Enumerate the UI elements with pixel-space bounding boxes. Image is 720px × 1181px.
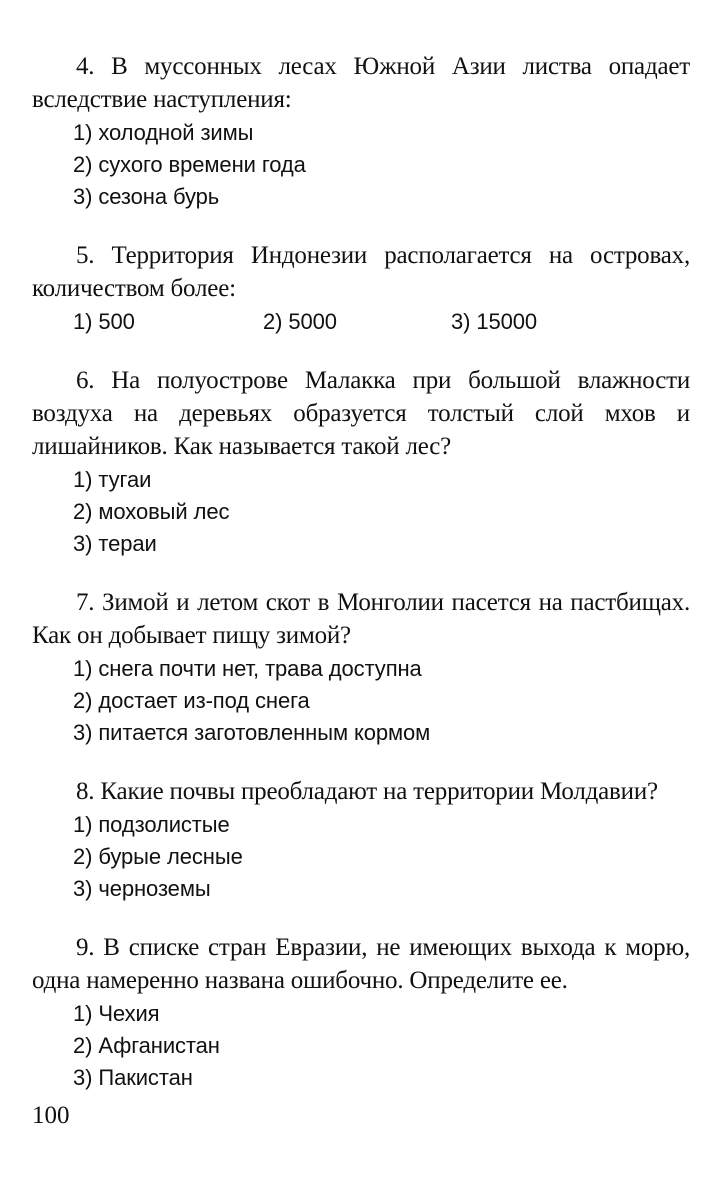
question-text: 4. В муссонных лесах Южной Азии листва опадает вследствие наступления:	[32, 53, 690, 113]
answer-option: 2) моховый лес	[73, 499, 230, 524]
answer-option: 2) сухого времени года	[73, 152, 306, 177]
question-8	[32, 775, 690, 905]
question-7	[32, 586, 690, 749]
answer-option: 1) снега почти нет, трава доступна	[73, 656, 422, 681]
question-text: 7. Зимой и летом скот в Монголии пасется на пастбищах. Как он добывает пищу зимой?	[32, 589, 690, 649]
answer-list	[32, 464, 690, 560]
answer-option: 1) тугаи	[73, 467, 152, 492]
answer-option: 3) тераи	[73, 531, 157, 556]
spacer	[32, 213, 690, 239]
answer-list	[32, 809, 690, 905]
answer-option: 3) сезона бурь	[73, 184, 220, 209]
answer-option: 2) достает из-под снега	[73, 688, 310, 713]
answer-option: 1) холодной зимы	[73, 120, 254, 145]
answer-option: 1) 500	[73, 309, 135, 334]
spacer	[32, 905, 690, 931]
answer-list	[32, 998, 690, 1094]
question-9	[32, 931, 690, 1094]
answer-option: 3) питается заготовленным кормом	[73, 720, 431, 745]
answer-option: 1) подзолистые	[73, 812, 230, 837]
question-text: 8. Какие почвы преобладают на территории Молдавии?	[76, 778, 658, 805]
question-4	[32, 50, 690, 213]
spacer	[32, 338, 690, 364]
answer-option: 3) черноземы	[73, 876, 211, 901]
page-number: 100	[32, 1102, 70, 1129]
answer-list	[32, 306, 690, 338]
page-content	[32, 50, 690, 1094]
answer-option: 2) Афганистан	[73, 1033, 220, 1058]
question-text: 6. На полуострове Малакка при большой влажности воздуха на деревьях образуется толстый слой мхов и лишайников. Как называется такой лес?	[32, 367, 690, 460]
answer-option: 2) бурые лесные	[73, 844, 243, 869]
answer-list	[32, 117, 690, 213]
question-text: 9. В списке стран Евразии, не имеющих выхода к морю, одна намеренно названа ошибочно. Определите ее.	[32, 934, 690, 994]
answer-option: 2) 5000	[263, 309, 337, 334]
answer-option: 1) Чехия	[73, 1001, 160, 1026]
spacer	[32, 749, 690, 775]
answer-option: 3) Пакистан	[73, 1065, 193, 1090]
spacer	[32, 560, 690, 586]
answer-list	[32, 653, 690, 749]
question-text: 5. Территория Индонезии располагается на островах, количеством более:	[32, 242, 690, 302]
question-6	[32, 364, 690, 560]
question-5	[32, 239, 690, 338]
answer-option: 3) 15000	[451, 309, 538, 334]
